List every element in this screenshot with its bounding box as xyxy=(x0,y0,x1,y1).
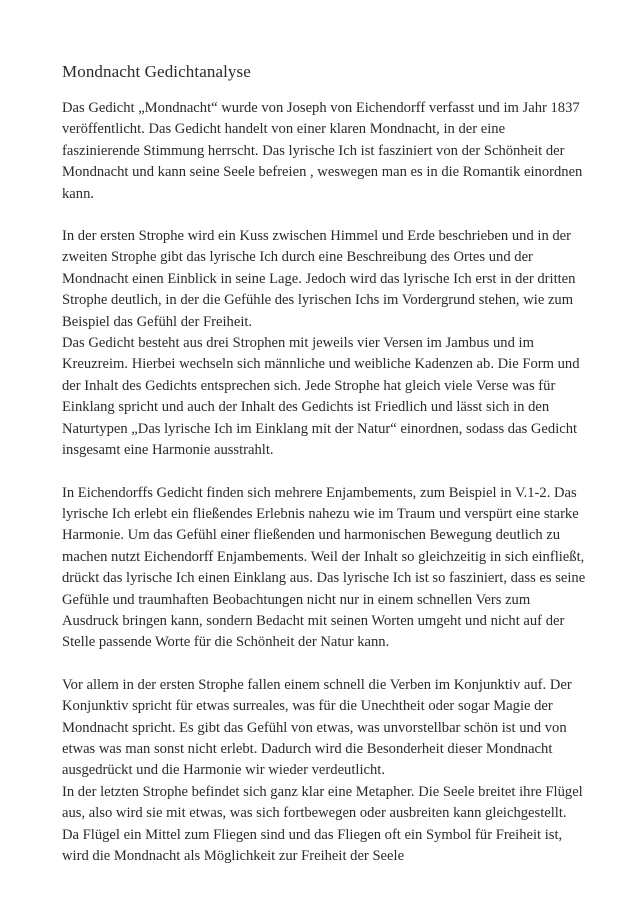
paragraph-form: Das Gedicht besteht aus drei Strophen mit jeweils vier Versen im Jambus und im Kreuzreim. Hierbei wechseln sich männliche und weibliche Kadenzen ab. Die Form und der Inhalt des Gedichts entsprechen sich. Jede Strophe hat gleich viele Verse was für Einklang spricht und auch der Inhalt des Gedichts ist Friedlich und lässt sich in den Naturtypen „Das lyrische Ich im Einklang mit der Natur“ einordnen, sodass das Gedicht insgesamt eine Harmonie ausstrahlt. xyxy=(62,335,580,459)
paragraph-konjunktiv: Vor allem in der ersten Strophe fallen einem schnell die Verben im Konjunktiv auf. Der Konjunktiv spricht für etwas surreales, was für die Unechtheit oder sogar Magie der Mondnacht spricht. Es gibt das Gefühl von etwas, was unvorstellbar schön ist und von etwas was man sonst nicht erlebt. Dadurch wird die Besonderheit dieser Mondnacht ausgedrückt und die Harmonie wir wieder verdeutlicht. xyxy=(62,676,572,779)
paragraph-gap xyxy=(62,462,586,483)
paragraph-gap xyxy=(62,654,586,675)
paragraph-gap xyxy=(62,205,586,226)
paragraph-strophes: In der ersten Strophe wird ein Kuss zwischen Himmel und Erde beschrieben und in der zweiten Strophe gibt das lyrische Ich durch eine Beschreibung des Ortes und der Mondnacht einen Einblick in seine Lage. Jedoch wird das lyrische Ich erst in der dritten Strophe deutlich, in der die Gefühle des lyrischen Ichs im Vordergrund stehen, wie zum Beispiel das Gefühl der Freiheit. xyxy=(62,228,576,330)
document-title: Mondnacht Gedichtanalyse xyxy=(62,62,251,81)
paragraph-intro: Das Gedicht „Mondnacht“ wurde von Joseph von Eichendorff verfasst und im Jahr 1837 veröffentlicht. Das Gedicht handelt von einer klaren Mondnacht, in der eine faszinierende Stimmung herrscht. Das lyrische Ich ist fasziniert von der Schönheit der Mondnacht und kann seine Seele befreien , weswegen man es in die Romantik einordnen kann. xyxy=(62,100,583,202)
paragraph-metapher: In der letzten Strophe befindet sich ganz klar eine Metapher. Die Seele breitet ihre Flügel aus, also wird sie mit etwas, was sich fortbewegen oder ausbreiten kann gleichgestellt. Da Flügel ein Mittel zum Fliegen sind und das Fliegen oft ein Symbol für Freiheit ist, wird die Mondnacht als Möglichkeit zur Freiheit der Seele xyxy=(62,783,583,864)
paragraph-enjambements: In Eichendorffs Gedicht finden sich mehrere Enjambements, zum Beispiel in V.1-2. Das lyrische Ich erlebt ein fließendes Erlebnis nahezu wie im Traum und verspürt eine starke Harmonie. Um das Gefühl einer fließenden und harmonischen Bewegung deutlich zu machen nutzt Eichendorff Enjambements. Weil der Inhalt so gleichzeitig in sich einfließt, drückt das lyrische Ich einen Einklang aus. Das lyrische Ich ist so fasziniert, dass es seine Gefühle und traumhaften Beobachtungen nicht nur in einem schnellen Vers zum Ausdruck bringen kann, sondern Bedacht mit seinen Worten umgeht und nicht auf der Stelle passende Worte für die Schönheit der Natur kann. xyxy=(62,484,586,651)
